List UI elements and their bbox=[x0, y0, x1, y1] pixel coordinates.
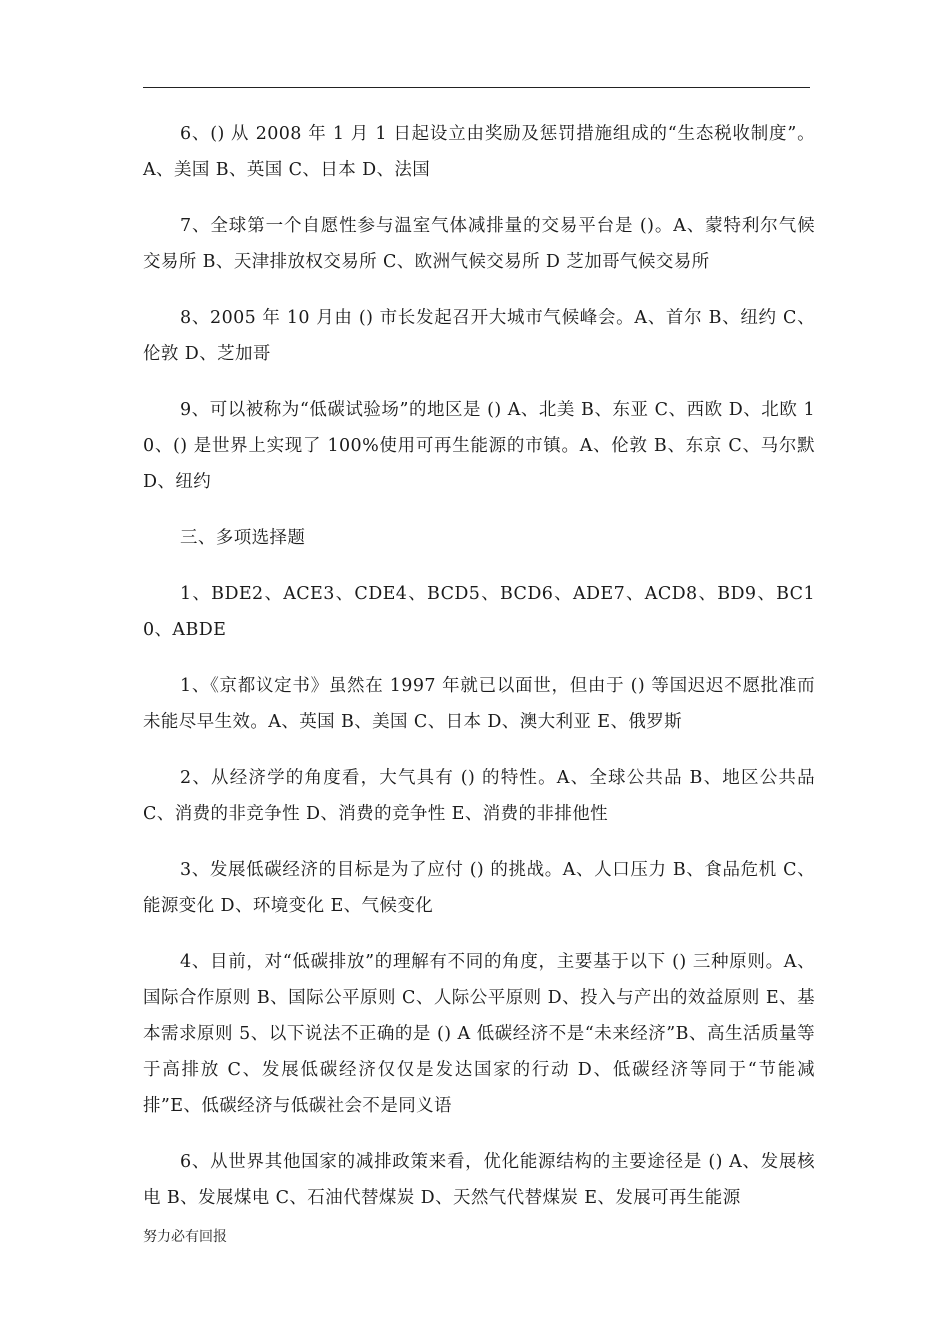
question-9-10: 9、可以被称为“低碳试验场”的地区是 () A、北美 B、东亚 C、西欧 D、北欧 10、() 是世界上实现了 100%使用可再生能源的市镇。A、伦敦 B、东京 C、马尔默 D、纽约 bbox=[143, 400, 815, 492]
page-footer: 努力必有回报 bbox=[143, 1229, 227, 1245]
multi-question-6: 6、从世界其他国家的减排政策来看，优化能源结构的主要途径是 () A、发展核电 B、发展煤电 C、石油代替煤炭 D、天然气代替煤炭 E、发展可再生能源 bbox=[143, 1152, 815, 1208]
multi-question-2: 2、从经济学的角度看，大气具有 () 的特性。A、全球公共品 B、地区公共品 C、消费的非竞争性 D、消费的竞争性 E、消费的非排他性 bbox=[143, 768, 815, 824]
document-body bbox=[143, 116, 815, 1236]
question-7: 7、全球第一个自愿性参与温室气体减排量的交易平台是 ()。A、蒙特利尔气候交易所 B、天津排放权交易所 C、欧洲气候交易所 D 芝加哥气候交易所 bbox=[143, 216, 815, 272]
question-8: 8、2005 年 10 月由 () 市长发起召开大城市气候峰会。A、首尔 B、纽约 C、伦敦 D、芝加哥 bbox=[143, 308, 815, 364]
multi-question-1: 1、《京都议定书》虽然在 1997 年就已以面世，但由于 () 等国迟迟不愿批准而未能尽早生效。A、英国 B、美国 C、日本 D、澳大利亚 E、俄罗斯 bbox=[143, 676, 815, 732]
question-6: 6、() 从 2008 年 1 月 1 日起设立由奖励及惩罚措施组成的“生态税收制度”。A、美国 B、英国 C、日本 D、法国 bbox=[143, 124, 815, 180]
header-rule bbox=[143, 87, 810, 88]
multi-question-4-5: 4、目前，对“低碳排放”的理解有不同的角度，主要基于以下 () 三种原则。A、国际合作原则 B、国际公平原则 C、人际公平原则 D、投入与产出的效益原则 E、基本需求原则 5、以下说法不正确的是 () A 低碳经济不是“未来经济”B、高生活质量等于高排放 C、发展低碳经济仅仅是发达国家的行动 D、低碳经济等同于“节能减排”E、低碳经济与低碳社会不是同义语 bbox=[143, 952, 815, 1116]
multi-question-3: 3、发展低碳经济的目标是为了应付 () 的挑战。A、人口压力 B、食品危机 C、能源变化 D、环境变化 E、气候变化 bbox=[143, 860, 815, 916]
answer-key: 1、BDE2、ACE3、CDE4、BCD5、BCD6、ADE7、ACD8、BD9、BC10、ABDE bbox=[143, 584, 815, 640]
section-heading: 三、多项选择题 bbox=[180, 528, 306, 548]
